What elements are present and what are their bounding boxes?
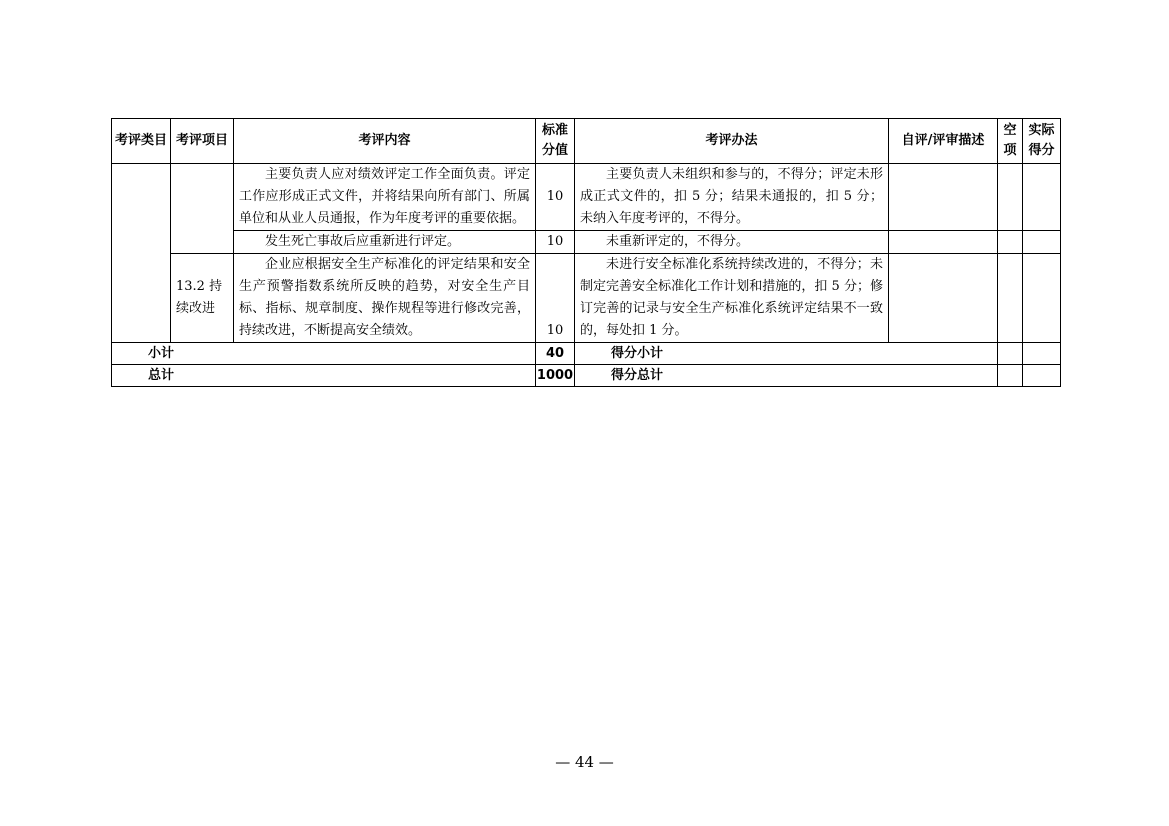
item-cell: 13.2 持续改进 xyxy=(171,254,234,343)
content-cell: 企业应根据安全生产标准化的评定结果和安全生产预警指数系统所反映的趋势，对安全生产目标、指标、规章制度、操作规程等进行修改完善，持续改进，不断提高安全绩效。 xyxy=(234,254,536,343)
method-cell: 未进行安全标准化系统持续改进的，不得分；未制定完善安全标准化工作计划和措施的，扣 5 分；修订完善的记录与安全生产标准化系统评定结果不一致的，每处扣 1 分。 xyxy=(575,254,889,343)
empty-item-cell xyxy=(998,164,1023,231)
page-number: — 44 — xyxy=(555,753,614,771)
table-row xyxy=(112,254,1061,343)
method-cell: 主要负责人未组织和参与的，不得分；评定未形成正式文件的，扣 5 分；结果未通报的，扣 5 分；未纳入年度考评的，不得分。 xyxy=(575,164,889,231)
table-row xyxy=(112,164,1061,231)
actual-score-cell xyxy=(1023,254,1061,343)
category-cell xyxy=(112,164,171,343)
item-cell-empty xyxy=(171,164,234,254)
evaluation-table xyxy=(111,118,1061,387)
total-label: 总计 xyxy=(112,365,536,387)
total-score: 1000 xyxy=(536,365,575,387)
actual-score-cell xyxy=(1023,343,1061,365)
empty-item-cell xyxy=(998,231,1023,254)
header-content: 考评内容 xyxy=(234,119,536,164)
header-empty-item: 空项 xyxy=(998,119,1023,164)
header-method: 考评办法 xyxy=(575,119,889,164)
header-category: 考评类目 xyxy=(112,119,171,164)
empty-item-cell xyxy=(998,365,1023,387)
actual-score-cell xyxy=(1023,231,1061,254)
actual-score-cell xyxy=(1023,164,1061,231)
header-actual-score: 实际得分 xyxy=(1023,119,1061,164)
header-standard-score: 标准分值 xyxy=(536,119,575,164)
header-self-review: 自评/评审描述 xyxy=(889,119,998,164)
content-cell: 主要负责人应对绩效评定工作全面负责。评定工作应形成正式文件，并将结果向所有部门、所属单位和从业人员通报，作为年度考评的重要依据。 xyxy=(234,164,536,231)
subtotal-row xyxy=(112,343,1061,365)
table-row xyxy=(112,231,1061,254)
score-cell: 10 xyxy=(536,254,575,343)
subtotal-score: 40 xyxy=(536,343,575,365)
total-method: 得分总计 xyxy=(575,365,998,387)
content-cell: 发生死亡事故后应重新进行评定。 xyxy=(234,231,536,254)
subtotal-label: 小计 xyxy=(112,343,536,365)
score-cell: 10 xyxy=(536,231,575,254)
actual-score-cell xyxy=(1023,365,1061,387)
self-review-cell xyxy=(889,231,998,254)
self-review-cell xyxy=(889,254,998,343)
total-row xyxy=(112,365,1061,387)
method-cell: 未重新评定的，不得分。 xyxy=(575,231,889,254)
table-header-row xyxy=(112,119,1061,164)
score-cell: 10 xyxy=(536,164,575,231)
empty-item-cell xyxy=(998,343,1023,365)
header-item: 考评项目 xyxy=(171,119,234,164)
empty-item-cell xyxy=(998,254,1023,343)
subtotal-method: 得分小计 xyxy=(575,343,998,365)
self-review-cell xyxy=(889,164,998,231)
